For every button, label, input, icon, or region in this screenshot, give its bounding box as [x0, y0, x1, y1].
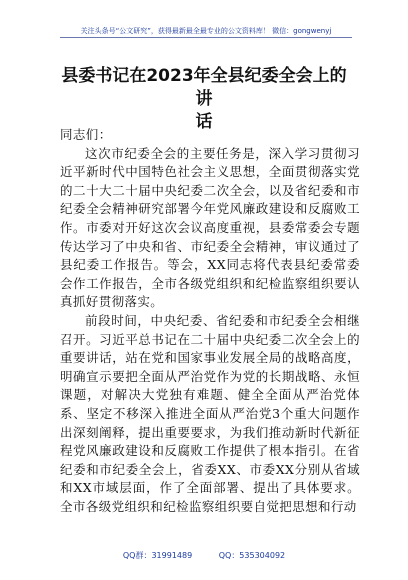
- title-line-1: 县委书记在2023年全县纪委全会上的讲: [61, 66, 347, 109]
- paragraph: 这次市纪委全会的主要任务是，深入学习贯彻习近平新时代中国特色社会主义思想，全面贯彻落实党的二十大二十届中央纪委二次全会，以及省纪委和市纪委全会精神研究部署今年党风廉政建设和反腐败工作。市委对开好这次会议高度重视，县委常委会专题传达学习了中央和省、市纪委全会精神，审议通过了县纪委工作报告。等会，XX同志将代表县纪委常委会作工作报告，全市各级党组织和纪检监察组织要认真抓好贯彻落实。: [60, 145, 360, 310]
- page-header: 关注头条号“公文研究”，获得最新最全最专业的公文资料库！ 微信：gongwenyj: [60, 26, 352, 38]
- title-line-2: 话: [195, 112, 213, 132]
- salutation: 同志们：: [60, 127, 112, 142]
- paragraph: 前段时间，中央纪委、省纪委和市纪委全会相继召开。习近平总书记在二十届中央纪委二次全会上的重要讲话，站在党和国家事业发展全局的战略高度，明确宣示要把全面从严治党作为党的长期战略、永恒课题，对解决大党独有难题、健全全面从严治党体系、坚定不移深入推进全面从严治党3个重大问题作出深刻阐释，提出重要要求，为我们推动新时代新征程党风廉政建设和反腐败工作提供了根本指引。在省纪委和市纪委全会上，省委XX、市委XX分别从省域和XX市域层面，作了全面部署、提出了具体要求。全市各级党组织和纪检监察组织要自觉把思想和行动: [60, 312, 360, 514]
- footer-qq-group: QQ群：31991489: [122, 551, 193, 560]
- page-footer: [0, 550, 408, 561]
- document-body: [60, 126, 360, 516]
- footer-qq: QQ：535304092: [218, 551, 286, 560]
- document-title: [54, 65, 354, 134]
